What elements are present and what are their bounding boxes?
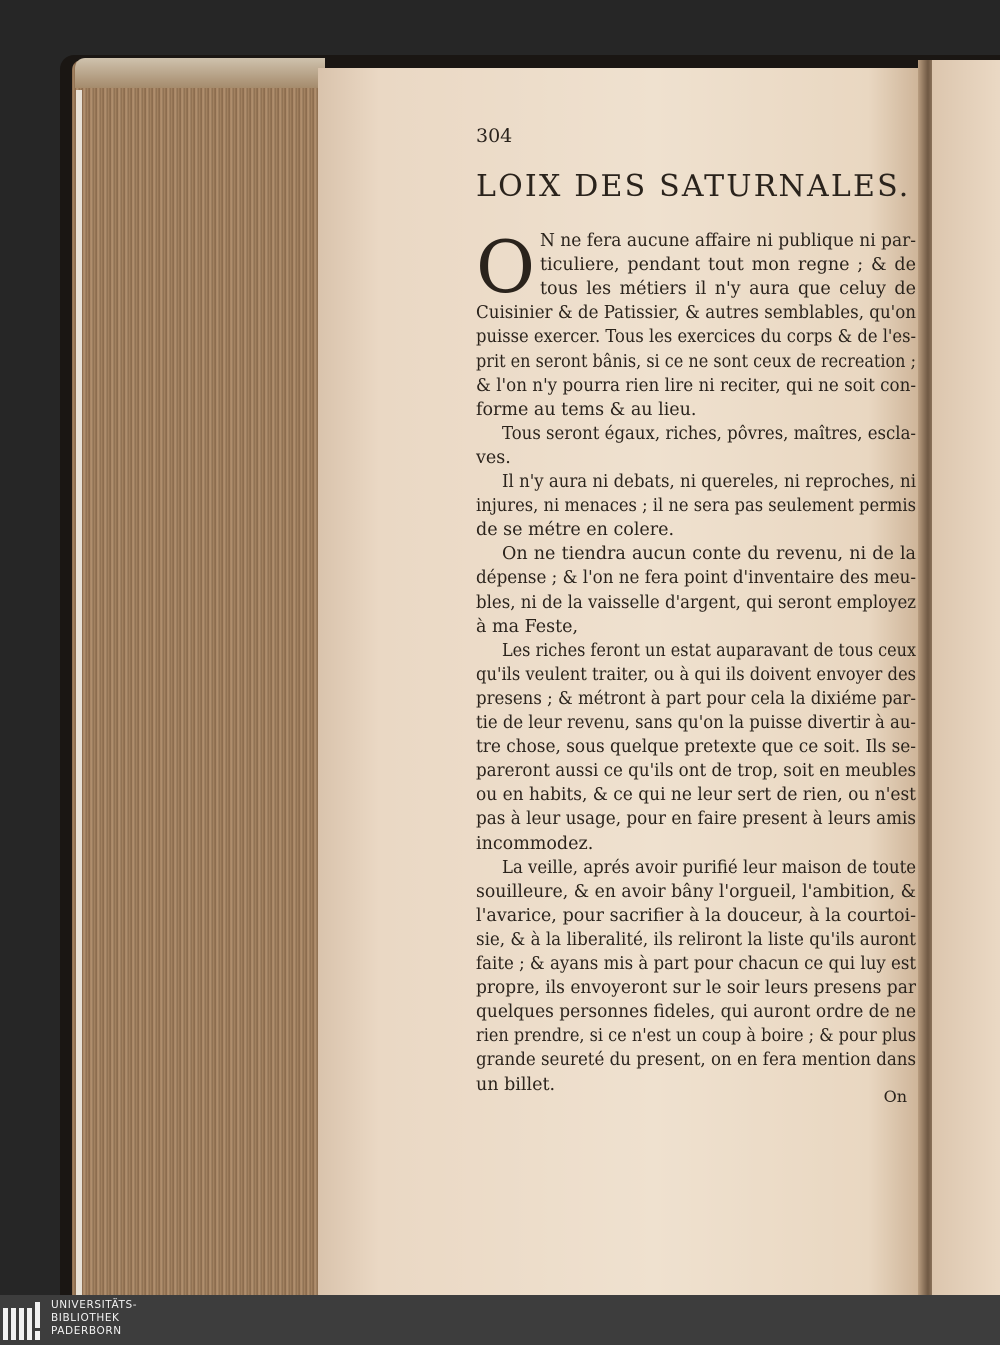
library-logo-icon (3, 1300, 45, 1340)
text-line: prit en seront bânis, si ce ne sont ceux de recreation ; (476, 351, 916, 372)
text-line: souilleure, & en avoir bâny l'orgueil, l'ambition, & (476, 881, 916, 902)
text-line: pareront aussi ce qu'ils ont de trop, soit en meubles (476, 761, 916, 782)
text-line: On ne tiendra aucun conte du revenu, ni de la (502, 544, 916, 565)
text-line: dépense ; & l'on ne fera point d'inventaire des meu- (476, 568, 916, 589)
endpaper-strip (76, 90, 82, 1295)
text-line: l'avarice, pour sacrifier à la douceur, à la courtoi- (476, 905, 916, 926)
page-block-edges (72, 60, 324, 1295)
text-line: rien prendre, si ce n'est un coup à boire ; & pour plus (476, 1026, 916, 1047)
running-title: LOIX DES SATURNALES. (476, 169, 911, 204)
footer-label-line2: BIBLIOTHEK (51, 1312, 120, 1324)
text-line: tous les métiers il n'y aura que celuy de (540, 279, 916, 300)
text-line: Les riches feront un estat auparavant de tous ceux (502, 640, 916, 661)
text-line: ves. (476, 447, 511, 468)
text-line: injures, ni menaces ; il ne sera pas seulement permis (476, 496, 916, 517)
text-line: bles, ni de la vaisselle d'argent, qui seront employez (476, 592, 916, 613)
footer-label-line1: UNIVERSITÄTS- (51, 1299, 138, 1311)
text-line: de se métre en colere. (476, 520, 675, 541)
text-line: ou en habits, & ce qui ne leur sert de rien, ou n'est (476, 785, 916, 806)
text-line: tre chose, sous quelque pretexte que ce soit. Ils se- (476, 737, 916, 758)
text-line: sie, & à la liberalité, ils reliront la liste qu'ils auront (476, 929, 916, 950)
text-line: & l'on n'y pourra rien lire ni reciter, qui ne soit con- (476, 375, 916, 396)
right-page (932, 60, 1000, 1295)
text-line: ticuliere, pendant tout mon regne ; & de (540, 255, 916, 276)
footer-label-line3: PADERBORN (51, 1325, 122, 1337)
text-line: N ne fera aucune affaire ni publique ni par- (540, 231, 916, 251)
text-line: un billet. (476, 1074, 556, 1095)
text-line: tie de leur revenu, sans qu'on la puisse divertir à au- (476, 713, 916, 733)
text-line: qu'ils veulent traiter, ou à qui ils doivent envoyer des (476, 664, 916, 685)
text-line: pas à leur usage, pour en faire present à leurs amis (476, 809, 916, 830)
text-line: faite ; & ayans mis à part pour chacun ce qui luy est (476, 954, 916, 974)
text-line: forme au tems & au lieu. (476, 399, 697, 420)
text-line: La veille, aprés avoir purifié leur maison de toute (502, 857, 916, 878)
library-footer (0, 1295, 1000, 1345)
page-number: 304 (476, 125, 513, 147)
text-line: Tous seront égaux, riches, pôvres, maîtres, escla- (502, 423, 916, 444)
text-line: incommodez. (476, 833, 594, 854)
text-line: presens ; & métront à part pour cela la dixiéme par- (476, 688, 916, 709)
text-line: quelques personnes fideles, qui auront ordre de ne (476, 1002, 916, 1023)
text-line: Il n'y aura ni debats, ni quereles, ni reproches, ni (502, 472, 916, 492)
drop-cap: O (476, 225, 536, 309)
catchword: On (883, 1087, 907, 1106)
text-line: Cuisinier & de Patissier, & autres semblables, qu'on (476, 303, 916, 324)
text-line: grande seureté du present, on en fera mention dans (476, 1050, 916, 1071)
text-line: propre, ils envoyeront sur le soir leurs presens par (476, 978, 916, 999)
text-line: puisse exercer. Tous les exercices du corps & de l'es- (476, 327, 916, 348)
text-line: à ma Feste, (476, 616, 579, 637)
page-block-top (75, 58, 325, 88)
